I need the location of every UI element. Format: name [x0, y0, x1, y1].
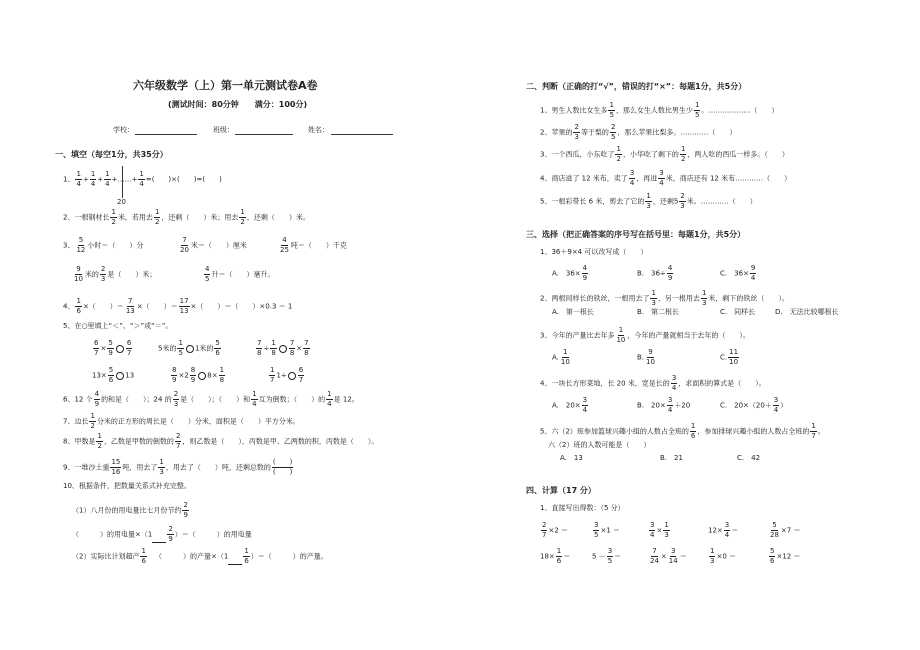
- compare-circle[interactable]: [186, 345, 194, 353]
- q10-p2: （2）实际比计划超产 $\frac{1}{6}$: [72, 547, 146, 565]
- choice-5-b[interactable]: B. 21: [660, 454, 683, 462]
- section-1-heading: 一、填空（每空1分，共35分）: [55, 150, 168, 159]
- judge-1: 1、男生人数比女生多 $\frac{1}{5}$ ，那么女生人数比男生少 $\frac{1}{5}$ 。………………（ ）: [540, 101, 779, 119]
- q5: 5、在○里填上“＜”、“＞”或“＝”。: [63, 322, 173, 330]
- choice-4: 4、一块长方形菜地，长 20 米，宽是长的 $\frac{3}{4}$ ，求面积的算式是（ ）。: [540, 374, 766, 392]
- school-blank[interactable]: [135, 134, 197, 135]
- choice-3-c[interactable]: C. $\frac{11}{10}$: [720, 348, 739, 366]
- q3: 3、 $\frac{5}{12}$ 小时＝（ ）分: [63, 236, 144, 254]
- choice-5-c[interactable]: C. 42: [737, 454, 761, 462]
- choice-5-a[interactable]: A. 13: [560, 454, 583, 462]
- page-title: 六年级数学（上）第一单元测试卷A卷: [133, 79, 318, 92]
- q3-line2: $\frac{9}{10}$ 米的 $\frac{2}{3}$ 是（ ）米；: [74, 265, 157, 283]
- q6: 6、12 个 $\frac{4}{9}$ 的和是（ ）；24 的 $\frac{2}{3}$ 是（ ）；（ ）和 $\frac{1}{4}$ 互为倒数；（ ）的 $\frac{1}{4}$ 是 12。: [63, 390, 359, 408]
- judge-3: 3、一个西瓜，小东吃了 $\frac{1}{2}$ ，小华吃了剩下的 $\frac{1}{2}$ ，两人吃的西瓜一样多。（ ）: [540, 145, 789, 163]
- q1-brace-label: 20: [117, 198, 126, 206]
- q3-c: $\frac{4}{25}$ 吨＝（ ）千克: [280, 236, 347, 254]
- q10-p1: （1）八月份的用电量比七月份节约 $\frac{2}{9}$: [72, 501, 188, 519]
- choice-5-q: 六（2）班的人数可能是（ ）: [548, 441, 651, 449]
- choice-4-b[interactable]: B. 20× $\frac{3}{4}$ ＋20: [637, 396, 691, 414]
- q1: 1、 $\frac{1}{4}$ + $\frac{1}{4}$ + $\frac{1}{4}$ +……+ $\frac{1}{4}$ =( )×( )=( ): [63, 170, 222, 188]
- choice-3-b[interactable]: B. $\frac{9}{10}$: [637, 348, 655, 366]
- choice-3-a[interactable]: A. $\frac{1}{10}$: [552, 348, 570, 366]
- choice-2: 2、两根同样长的铁丝，一根用去了 $\frac{1}{3}$ ，另一根用去 $\frac{1}{3}$ 米，剩下的铁丝（ ）。: [540, 289, 789, 307]
- fill-blank[interactable]: [228, 557, 242, 565]
- fill-blank[interactable]: [152, 535, 166, 543]
- calc-6: 18× $\frac{1}{6}$ ＝: [540, 547, 571, 565]
- school-label: 学校：: [113, 126, 134, 134]
- compare-circle[interactable]: [116, 372, 124, 380]
- choice-1-c[interactable]: C. 36× $\frac{9}{4}$: [720, 264, 756, 282]
- compare-circle[interactable]: [116, 345, 124, 353]
- q2: 2、一根钢材长 $\frac{1}{2}$ 米，若用去 $\frac{1}{2}$ ，还剩（ ）米；用去 $\frac{1}{2}$ ，还剩（ ）米。: [63, 208, 310, 226]
- class-label: 班级：: [213, 126, 234, 134]
- calc-5: $\frac{5}{28}$ ×7 ＝: [770, 521, 801, 539]
- q3-b: $\frac{7}{20}$ 米＝（ ）厘米: [180, 236, 247, 254]
- q7: 7、边长 $\frac{1}{2}$ 分米的正方形的周长是（ ）分米，面积是（ ）平方分米。: [63, 412, 300, 430]
- judge-4: 4、商店进了 12 米布，卖了 $\frac{3}{4}$ ，再进 $\frac{3}{4}$ 米，商店还有 12 米布…………（ ）: [540, 169, 792, 187]
- judge-5: 5、一根彩带长 6 米，剪去了它的 $\frac{1}{3}$ ，还剩5 $\frac{2}{3}$ 米。…………（ ）: [540, 192, 757, 210]
- calc-10: $\frac{5}{6}$ ×12 ＝: [770, 547, 801, 565]
- calc-7: 5 － $\frac{3}{5}$ ＝: [592, 547, 622, 565]
- calc-intro: 1、直接写出得数：（5 分）: [540, 504, 625, 512]
- page-subtitle: (测试时间：80分钟 满分：100分): [168, 100, 308, 109]
- choice-1-b[interactable]: B. 36÷ $\frac{4}{9}$: [637, 264, 673, 282]
- name-blank[interactable]: [331, 134, 393, 135]
- q5-row1-c: $\frac{7}{8}$ ÷ $\frac{1}{8}$ $\frac{7}{8}$ × $\frac{7}{8}$: [257, 339, 309, 357]
- name-label: 姓名：: [308, 126, 329, 134]
- section-3-heading: 三、选择（把正确答案的序号写在括号里：每题1分，共5分）: [526, 230, 746, 239]
- compare-circle[interactable]: [279, 345, 287, 353]
- q9: 9、一堆沙土重 $\frac{15}{16}$ 吨，用去了 $\frac{1}{3}$ ，用去了（ ）吨，还剩总数的 $\frac{( )}{( )}$: [63, 458, 293, 476]
- q5-row2-c: $\frac{1}{7}$ 1÷ $\frac{6}{7}$: [270, 366, 304, 384]
- choice-4-c[interactable]: C. 20×（20＋ $\frac{3}{4}$ ）: [720, 396, 788, 414]
- class-blank[interactable]: [235, 134, 293, 135]
- calc-4: 12× $\frac{3}{4}$ ＝: [708, 521, 739, 539]
- choice-4-a[interactable]: A. 20× $\frac{3}{4}$: [552, 396, 588, 414]
- choice-2-c[interactable]: C. 同样长: [720, 308, 756, 316]
- q10-p1b: （ ）的用电量×（1 $\frac{2}{9}$ ）＝（ ）的用电量: [72, 525, 252, 543]
- q5-row2-b: $\frac{8}{9}$ ×2 $\frac{8}{9}$ 8× $\frac{1}{8}$: [172, 366, 225, 384]
- section-4-heading: 四、计算（17 分）: [526, 486, 596, 495]
- choice-5: 5、六（2）班参加篮球兴趣小组的人数占全班的 $\frac{1}{6}$ ，参加排球兴趣小组的人数占全班的 $\frac{1}{7}$ 。: [540, 422, 825, 440]
- calc-1: $\frac{2}{7}$ ×2 ＝: [542, 521, 569, 539]
- calc-9: $\frac{1}{3}$ ×0 ＝: [710, 547, 737, 565]
- compare-circle[interactable]: [288, 372, 296, 380]
- choice-1: 1、36＋9×4 可以改写成（ ）: [540, 248, 648, 256]
- choice-1-a[interactable]: A. 36× $\frac{4}{9}$: [552, 264, 588, 282]
- q4: 4、 $\frac{1}{6}$ ×（ ）＝ $\frac{7}{13}$ ×（ ）＝ $\frac{17}{13}$ ×（ ）＝（ ）×0.3 ＝ 1: [63, 297, 293, 315]
- q5-row1-b: 5米的 $\frac{1}{5}$ 1米的 $\frac{5}{6}$: [158, 339, 220, 357]
- choice-2-a[interactable]: A. 第一根长: [552, 308, 594, 316]
- compare-circle[interactable]: [198, 372, 206, 380]
- q5-row1-a: $\frac{6}{7}$ × $\frac{5}{9}$ $\frac{6}{7}$: [94, 339, 132, 357]
- choice-2-d[interactable]: D. 无法比较哪根长: [775, 308, 839, 316]
- q10: 10、根据条件，把数量关系式补充完整。: [63, 482, 191, 490]
- judge-2: 2、苹果的 $\frac{2}{3}$ 等于梨的 $\frac{2}{5}$ ，那么苹果比梨多。…………（ ）: [540, 123, 737, 141]
- q10-p2b: （ ）的产量×（1 $\frac{1}{6}$ ）＝（ ）的产量。: [155, 547, 328, 565]
- q8: 8、甲数是 $\frac{1}{2}$ ，乙数是甲数的倒数的 $\frac{2}{7}$ ，则乙数是（ ），丙数是甲、乙两数的积，丙数是（ ）。: [63, 432, 379, 450]
- choice-3: 3、今年的产量比去年多 $\frac{1}{10}$ ，今年的产量就相当于去年的（ ）。: [540, 326, 750, 344]
- q3-line2-b: $\frac{4}{5}$ 升＝（ ）毫升。: [205, 265, 275, 283]
- calc-2: $\frac{3}{5}$ ×1 ＝: [594, 521, 621, 539]
- section-2-heading: 二、判断（正确的打“√”，错误的打“×”：每题1分，共5分）: [526, 82, 747, 91]
- calc-3: $\frac{3}{4}$ × $\frac{1}{3}$: [650, 521, 669, 539]
- choice-2-b[interactable]: B. 第二根长: [637, 308, 680, 316]
- q5-row2-a: 13× $\frac{5}{6}$ 13: [92, 366, 135, 384]
- q1-brace: [122, 166, 123, 198]
- calc-8: $\frac{7}{24}$ × $\frac{3}{14}$ ＝: [650, 547, 687, 565]
